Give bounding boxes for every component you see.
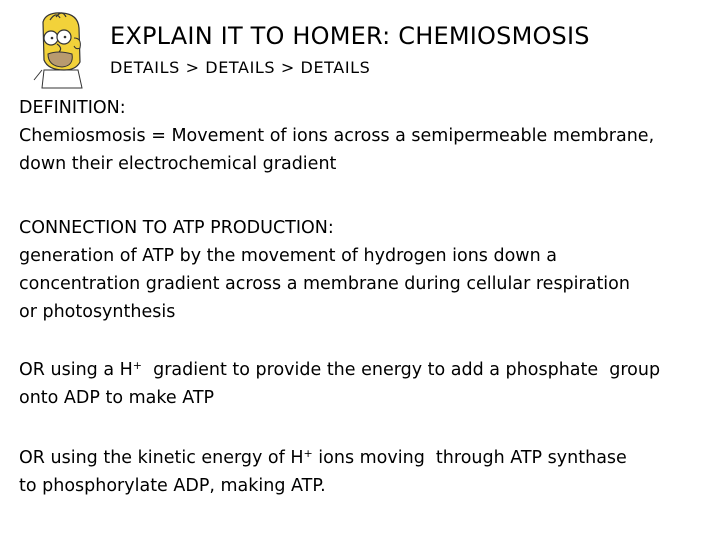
definition-line-2: down their electrochemical gradient — [19, 154, 337, 174]
connection-line-3: or photosynthesis — [19, 302, 176, 322]
alt2-post: ions moving through ATP synthase — [312, 448, 627, 468]
alternative-1-line-1 — [19, 356, 719, 384]
alternative-1-section — [19, 356, 719, 412]
alt1-post: gradient to provide the energy to add a phosphate group — [142, 360, 661, 380]
connection-section — [19, 214, 719, 326]
definition-section — [19, 94, 719, 178]
alternative-2-line-1 — [19, 444, 719, 472]
connection-line-1: generation of ATP by the movement of hydrogen ions down a — [19, 246, 557, 266]
alt2-pre: OR using the kinetic energy of H — [19, 448, 304, 468]
alternative-2-section — [19, 444, 719, 500]
page-title: EXPLAIN IT TO HOMER: CHEMIOSMOSIS — [110, 22, 590, 50]
alternative-2-line-2: to phosphorylate ADP, making ATP. — [19, 476, 326, 496]
connection-line-2: concentration gradient across a membrane during cellular respiration — [19, 274, 630, 294]
alternative-1-line-2: onto ADP to make ATP — [19, 388, 215, 408]
breadcrumb: DETAILS > DETAILS > DETAILS — [110, 58, 371, 77]
hydrogen-charge: + — [303, 447, 313, 460]
definition-heading: DEFINITION: — [19, 98, 126, 118]
definition-line-1: Chemiosmosis = Movement of ions across a semipermeable membrane, — [19, 126, 655, 146]
connection-heading: CONNECTION TO ATP PRODUCTION: — [19, 218, 334, 238]
hydrogen-charge: + — [132, 359, 142, 372]
homer-simpson-icon — [28, 10, 98, 90]
alt1-pre: OR using a H — [19, 360, 133, 380]
